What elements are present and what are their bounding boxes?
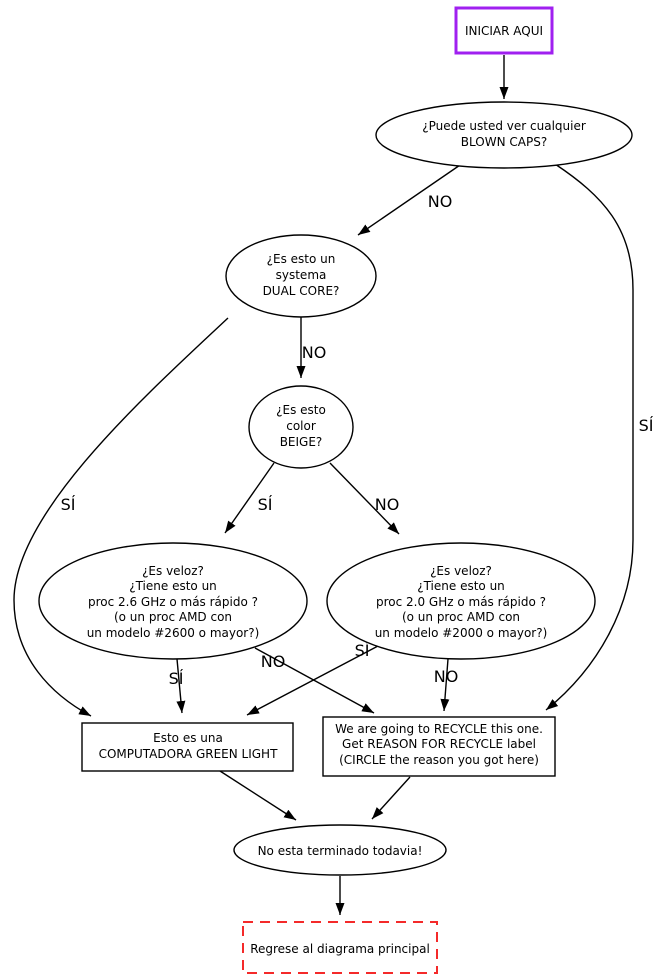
beige-line-2: color — [286, 419, 316, 433]
fast-26-line-3: proc 2.6 GHz o más rápido ? — [87, 595, 259, 609]
recycle-line-1: We are going to RECYCLE this one. — [335, 722, 543, 736]
fast-26-line-2: ¿Tiene esto un — [129, 579, 217, 593]
edge-label-fast20-si: SÍ — [354, 641, 370, 660]
edge-label-blowncaps-si: SÍ — [638, 416, 654, 435]
dual-core-line-1: ¿Es esto un — [266, 252, 336, 266]
green-light-node — [82, 723, 293, 771]
fast-26-line-1: ¿Es veloz? — [142, 564, 204, 578]
blown-caps-line-2: BLOWN CAPS? — [460, 135, 548, 149]
dual-core-line-3: DUAL CORE? — [262, 284, 340, 298]
not-done-node — [234, 825, 446, 875]
green-light-line-2: COMPUTADORA GREEN LIGHT — [98, 747, 278, 761]
beige-line-3: BEIGE? — [279, 435, 323, 449]
edge-recycle-to-notdone — [372, 777, 410, 819]
dual-core-node — [226, 235, 376, 317]
fast-20-line-1: ¿Es veloz? — [430, 564, 492, 578]
nodes — [39, 8, 632, 973]
return-main-node — [243, 922, 437, 973]
recycle-line-2: Get REASON FOR RECYCLE label — [342, 737, 536, 751]
fast-26-line-5: un modelo #2600 o mayor?) — [86, 626, 260, 640]
edge-label-blowncaps-no: NO — [427, 192, 453, 211]
edge-greenlight-to-notdone — [220, 771, 296, 820]
beige-line-1: ¿Es esto — [276, 403, 326, 417]
blown-caps-node — [376, 102, 632, 168]
dual-core-line-2: systema — [275, 268, 327, 282]
edge-label-beige-si: SÍ — [257, 495, 273, 514]
edge-label-fast26-si: SÍ — [168, 669, 184, 688]
not-done-label: No esta terminado todavia! — [257, 844, 423, 858]
edge-label-fast20-no: NO — [433, 667, 459, 686]
beige-node — [249, 386, 353, 468]
blown-caps-line-1: ¿Puede usted ver cualquier — [422, 119, 586, 133]
fast-20-line-4: (o un proc AMD con — [401, 610, 521, 624]
fast-20-line-3: proc 2.0 GHz o más rápido ? — [375, 595, 547, 609]
fast-26-line-4: (o un proc AMD con — [113, 610, 233, 624]
fast-20-line-5: un modelo #2000 o mayor?) — [374, 626, 548, 640]
edge-label-fast26-no: NO — [260, 652, 286, 671]
fast-20-node — [327, 543, 595, 659]
return-main-label: Regrese al diagrama principal — [250, 942, 430, 956]
start-node-label: INICIAR AQUI — [464, 24, 544, 38]
green-light-line-1: Esto es una — [153, 731, 223, 745]
recycle-node — [323, 717, 555, 776]
fast-20-line-2: ¿Tiene esto un — [417, 579, 505, 593]
edge-label-beige-no: NO — [374, 495, 400, 514]
recycle-line-3: (CIRCLE the reason you got here) — [339, 753, 539, 767]
edges — [14, 55, 633, 915]
edge-label-dualcore-no: NO — [301, 343, 327, 362]
fast-26-node — [39, 543, 307, 659]
start-node — [456, 8, 552, 53]
edge-label-dualcore-si: SÍ — [60, 495, 76, 514]
